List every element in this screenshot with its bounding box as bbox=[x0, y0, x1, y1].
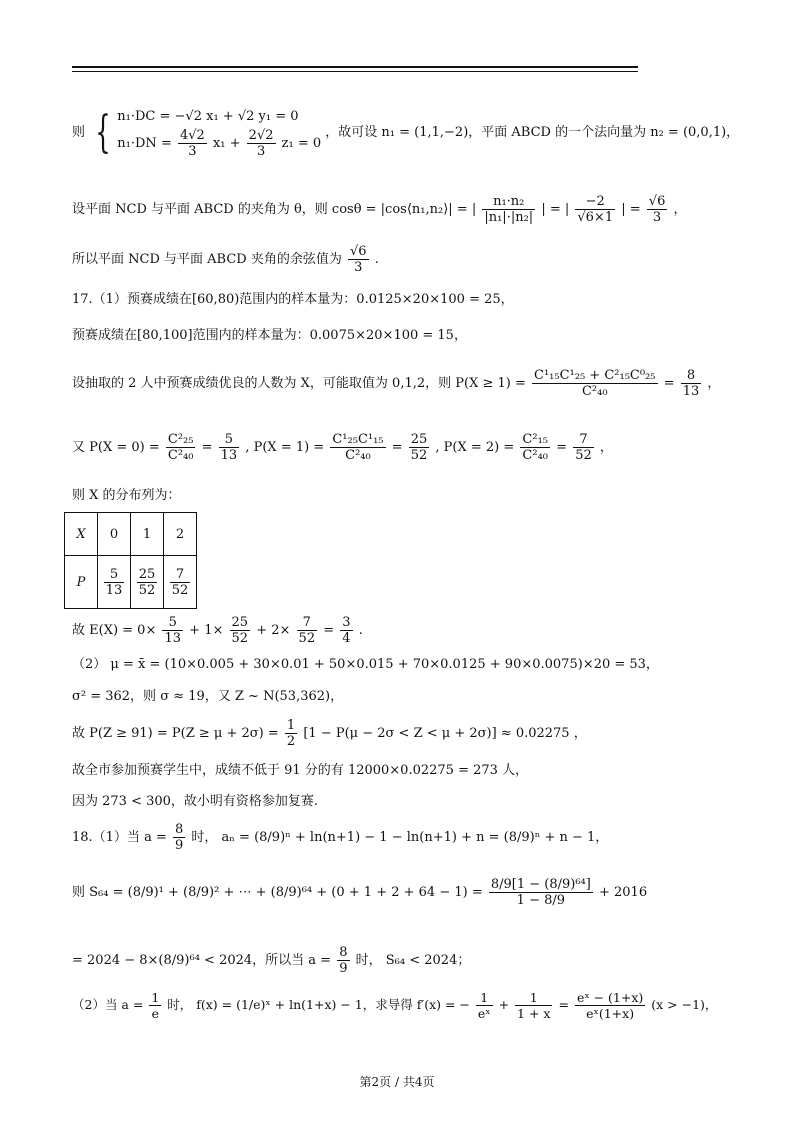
header-rule-top bbox=[72, 66, 638, 68]
fraction: $\frac{25}{52}$ bbox=[410, 432, 428, 463]
table-cell: 0 bbox=[98, 513, 131, 556]
cos-theta-line: 设平面 NCD 与平面 ABCD 的夹角为 θ，则 cosθ = |cos⟨n₁,n₂⟩| = | $\frac{\text{n₁·n₂}}{\text{|n₁|·|n₂|}}$ | = | $\frac{-2}{√6\times 1}$ | = $\frac{√6}{3}$ ， bbox=[72, 194, 687, 225]
text: ，故可设 n₁ = (1,1,−2)，平面 ABCD 的一个法向量为 n₂ = (0,0,1)， bbox=[325, 125, 740, 140]
page-footer: 第2页 / 共4页 bbox=[359, 1075, 435, 1089]
table-row bbox=[65, 513, 197, 556]
q17-pmf-line: 又 P(X = 0) = $\frac{\text{C²₂₅}}{\text{C²₄₀}}$ = $\frac{5}{13}$ , P(X = 1) = $\frac{\text{C¹₂₅C¹₁₅}}{\text{C²₄₀}}$ = $\frac{25}{52}$ , P(X = 2) = $\frac{\text{C²₁₅}}{\text{C²₄₀}}$ = $\frac{7}{52}$ ， bbox=[72, 432, 613, 463]
fraction: $\frac{\text{C¹₂₅C¹₁₅}}{\text{C²₄₀}}$ bbox=[332, 432, 384, 463]
table-cell: P bbox=[65, 556, 98, 609]
fraction: $\frac{2√2}{3}$ bbox=[248, 128, 274, 159]
equation-system bbox=[117, 106, 321, 159]
q18-result-line: = 2024 − 8×(8/9)⁶⁴ < 2024，所以当 a = $\frac{8}{9}$ 时， S₆₄ < 2024； bbox=[72, 945, 471, 976]
q17-line-2: 预赛成绩在[80,100]范围内的样本量为：0.0075×20×100 = 15， bbox=[72, 328, 467, 343]
variance-line: σ² = 362，则 σ ≈ 19，又 Z ~ N(53,362)， bbox=[72, 689, 344, 704]
fraction: $\frac{8}{9}$ bbox=[339, 945, 348, 976]
distribution-heading: 则 X 的分布列为： bbox=[72, 488, 181, 503]
fraction: $\frac{5}{13}$ bbox=[164, 615, 182, 646]
fraction: $\frac{\text{C²₁₅}}{\text{C²₄₀}}$ bbox=[522, 432, 549, 463]
fraction: $\frac{8}{9}$ bbox=[175, 822, 184, 853]
mean-line: （2） μ = x̄ = (10×0.005 + 30×0.01 + 50×0.015 + 70×0.0125 + 90×0.0075)×20 = 53， bbox=[72, 657, 659, 672]
table-cell: X bbox=[65, 513, 98, 556]
table-cell: $\frac{25}{52}$ bbox=[131, 556, 164, 609]
distribution-table bbox=[64, 512, 197, 609]
fraction: $\frac{\text{n₁·n₂}}{\text{|n₁|·|n₂|}}$ bbox=[484, 194, 534, 225]
q17-line-1: 17.（1）预赛成绩在[60,80)范围内的样本量为：0.0125×20×100 = 25， bbox=[72, 292, 514, 307]
text: 则 bbox=[72, 125, 86, 140]
table-cell: 2 bbox=[164, 513, 197, 556]
fraction: $\frac{-2}{√6\times 1}$ bbox=[577, 194, 614, 225]
probability-line: 故 P(Z ≥ 91) = P(Z ≥ μ + 2σ) = $\frac{1}{2}$ [1 − P(μ − 2σ < Z < μ + 2σ)] ≈ 0.02275 ， bbox=[72, 718, 587, 749]
conclusion-line: 所以平面 NCD 与平面 ABCD 夹角的余弦值为 $\frac{√6}{3}$ . bbox=[72, 244, 379, 275]
table-cell: $\frac{7}{52}$ bbox=[164, 556, 197, 609]
header-rule-bottom bbox=[72, 71, 638, 72]
text: n₁·DN = bbox=[117, 136, 172, 151]
equation-system-line bbox=[72, 106, 739, 159]
table-cell: 1 bbox=[131, 513, 164, 556]
left-brace: { bbox=[95, 106, 111, 158]
fraction: $\frac{7}{52}$ bbox=[575, 432, 592, 463]
fraction: $\frac{1}{\text{eˣ}}$ bbox=[477, 990, 491, 1021]
q18-sum-line: 则 S₆₄ = (8/9)¹ + (8/9)² + ⋯ + (8/9)⁶⁴ + (0 + 1 + 2 + 64 − 1) = $\frac{\text{8/9[1 − (8/9)⁶⁴]}}{1 - 8/9}$ + 2016 bbox=[72, 877, 648, 908]
equation-2 bbox=[117, 128, 321, 159]
q18-line-1: 18.（1）当 a = $\frac{8}{9}$ 时， aₙ = (8/9)ⁿ + ln(n+1) − 1 − ln(n+1) + n = (8/9)ⁿ + n − 1， bbox=[72, 822, 609, 853]
q18-part2-line: （2）当 a = $\frac{1}{e}$ 时， f(x) = (1/e)ˣ + ln(1+x) − 1，求导得 f′(x) = − $\frac{1}{\text{eˣ}}$ + $\frac{1}{1 + x}$ = $\frac{\text{eˣ − (1+x)}}{\text{eˣ(1+x)}}$ (x > −1)， bbox=[72, 990, 718, 1021]
fraction: $\frac{5}{13}$ bbox=[220, 432, 238, 463]
fraction: $\frac{\text{8/9[1 − (8/9)⁶⁴]}}{1 - 8/9}$ bbox=[490, 877, 591, 908]
fraction: $\frac{1}{e}$ bbox=[151, 990, 160, 1021]
count-line: 故全市参加预赛学生中，成绩不低于 91 分的有 12000×0.02275 = 273 人， bbox=[72, 763, 529, 778]
table-row bbox=[65, 556, 197, 609]
fraction: $\frac{8}{13}$ bbox=[682, 368, 700, 399]
fraction: $\frac{\text{C²₂₅}}{\text{C²₄₀}}$ bbox=[167, 432, 194, 463]
q17-probability-line: 设抽取的 2 人中预赛成绩优良的人数为 X，可能取值为 0,1,2，则 P(X ≥ 1) = $\frac{\text{C¹₁₅C¹₂₅ + C²₁₅C⁰₂₅}}{\text{C²₄₀}}$ = $\frac{8}{13}$ ， bbox=[72, 368, 721, 399]
qualify-line: 因为 273 < 300，故小明有资格参加复赛. bbox=[72, 794, 319, 809]
fraction: $\frac{4√2}{3}$ bbox=[179, 128, 205, 159]
fraction: $\frac{7}{52}$ bbox=[298, 615, 316, 646]
expectation-line: 故 E(X) = 0× $\frac{5}{13}$ + 1× $\frac{25}{52}$ + 2× $\frac{7}{52}$ = $\frac{3}{4}$ . bbox=[72, 615, 363, 646]
fraction: $\frac{\text{C¹₁₅C¹₂₅ + C²₁₅C⁰₂₅}}{\text{C²₄₀}}$ bbox=[534, 368, 656, 399]
text: z₁ = 0 bbox=[281, 136, 322, 151]
table-cell: $\frac{5}{13}$ bbox=[98, 556, 131, 609]
fraction: $\frac{√6}{3}$ bbox=[349, 244, 367, 275]
fraction: $\frac{25}{52}$ bbox=[231, 615, 249, 646]
fraction: $\frac{1}{2}$ bbox=[286, 718, 296, 749]
fraction: $\frac{3}{4}$ bbox=[342, 615, 351, 646]
fraction: $\frac{√6}{3}$ bbox=[648, 194, 666, 225]
equation-1: n₁·DC = −√2 x₁ + √2 y₁ = 0 bbox=[117, 109, 299, 124]
fraction: $\frac{1}{1 + x}$ bbox=[517, 990, 551, 1021]
text: x₁ + bbox=[212, 136, 241, 151]
fraction: $\frac{\text{eˣ − (1+x)}}{\text{eˣ(1+x)}}$ bbox=[576, 990, 644, 1021]
